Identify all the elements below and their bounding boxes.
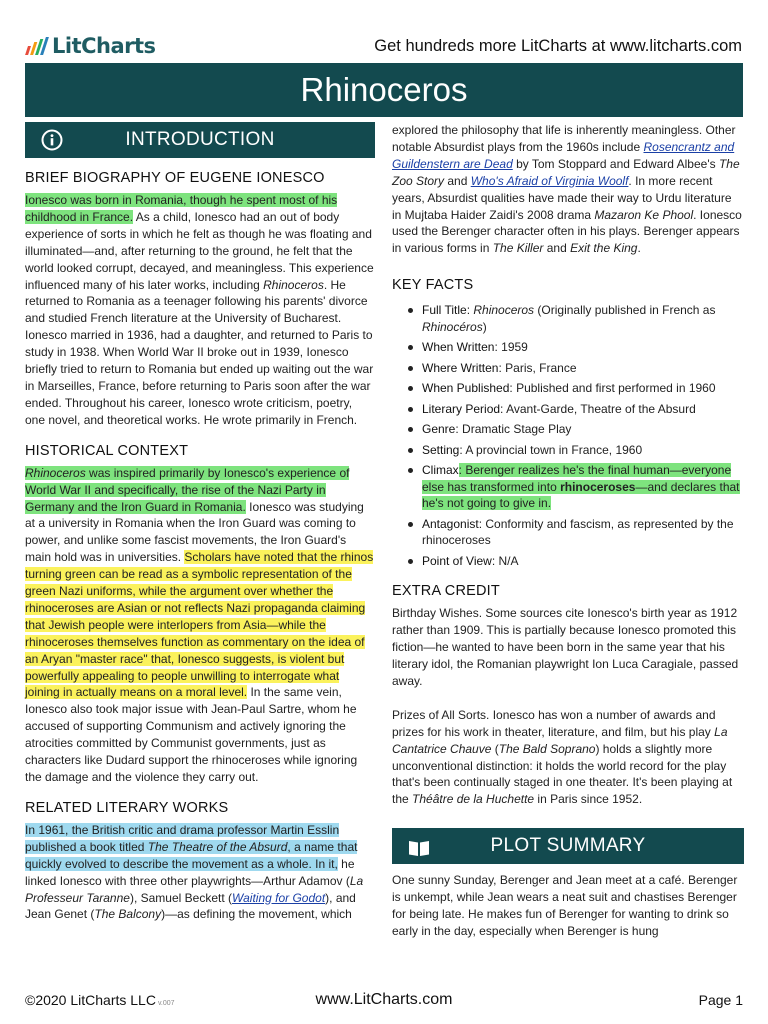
page-header: [0, 0, 768, 62]
link-virginia-woolf[interactable]: Who's Afraid of Virginia Woolf: [470, 173, 629, 188]
fact-when-published: When Published: Published and first performed in 1960: [392, 380, 744, 397]
link-waiting-for-godot[interactable]: Waiting for Godot: [232, 890, 326, 905]
introduction-section-bar: [25, 122, 375, 158]
historical-highlight-green[interactable]: Rhinoceros was inspired primarily by Ionesco's experience of World War II and specifically, the rise of the Nazi Party in Germany and the Iron Guard in Romania.: [25, 465, 350, 514]
fact-point-of-view: Point of View: N/A: [392, 553, 744, 570]
birthday-wishes-paragraph: Birthday Wishes. Some sources cite Ionesco's birth year as 1912 rather than 1909. This is partially because Ionesco promoted this fiction—he wanted to have been born in the same year that his literary idol, the Romanian playwright Ion Luca Caragiale, passed away.: [392, 606, 739, 688]
fact-genre: Genre: Dramatic Stage Play: [392, 421, 744, 438]
bio-heading: BRIEF BIOGRAPHY OF EUGENE IONESCO: [25, 170, 325, 186]
key-facts-heading: KEY FACTS: [392, 277, 474, 294]
historical-heading: HISTORICAL CONTEXT: [25, 442, 189, 459]
plot-summary-title: PLOT SUMMARY: [490, 835, 646, 857]
footer-site-link[interactable]: www.LitCharts.com: [315, 991, 453, 1008]
logo-text: LitCharts: [52, 34, 156, 58]
header-tagline[interactable]: Get hundreds more LitCharts at www.litcharts.com: [374, 37, 742, 55]
historical-highlight-yellow[interactable]: Scholars have noted that the rhinos turning green can be read as a symbolic representation of the green Nazi uniforms, while the argument over whether the rhinoceroses are Asian or not reflects Nazi propaganda claiming that Jewish people were interlopers from Asia—while the rhinoceroses themselves function as commentary on the idea of an Aryan "master race" that, Ionesco suggests, is violent but powerfully appealing to people unwilling to interrogate what joining in actually means on a moral level.: [25, 550, 374, 700]
footer-page-number: Page 1: [698, 992, 743, 1008]
extra-credit-heading: EXTRA CREDIT: [392, 583, 500, 600]
related-highlight-blue[interactable]: In 1961, the British critic and drama professor Martin Esslin published a book titled The Theatre of the Absurd, a name that quickly evolved to describe the movement as a whole. In it,: [25, 822, 358, 871]
fact-literary-period: Literary Period: Avant-Garde, Theatre of the Absurd: [392, 401, 744, 418]
page-title: Rhinoceros: [25, 63, 743, 117]
key-facts-list: [392, 302, 744, 569]
fact-climax: Climax: Berenger realizes he's the final human—everyone else has transformed into rhinoceroses—and declares that he's not going to give in.: [392, 462, 744, 512]
litcharts-logo[interactable]: [28, 34, 156, 58]
related-works-paragraph: In 1961, the British critic and drama professor Martin Esslin published a book titled The Theatre of the Absurd, a name that quickly evolved to describe the movement as a whole. In it, he linked Ionesco with three other playwrights—Arthur Adamov (La Professeur Taranne), Samuel Beckett (Waiting for Godot), and Jean Genet (The Balcony)—as defining the movement, which: [25, 822, 364, 922]
related-works-continued: explored the philosophy that life is inherently meaningless. Other notable Absurdist plays from the 1960s include Rosencrantz and Guildenstern are Dead by Tom Stoppard and Edward Albee's The Zoo Story and Who's Afraid of Virginia Woolf. In more recent years, Absurdist qualities have made their way to Urdu literature in Mujtaba Haider Zaidi's 2008 drama Mazaron Ke Phool. Ionesco used the Berenger character often in his plays. Berenger appears in various forms in The Killer and Exit the King.: [392, 123, 742, 256]
fact-full-title: Full Title: Rhinoceros (Originally published in French as Rhinocéros): [392, 302, 744, 335]
right-column: [392, 122, 744, 940]
book-icon: [408, 837, 430, 859]
fact-antagonist: Antagonist: Conformity and fascism, as represented by the rhinoceroses: [392, 516, 744, 549]
link-rosencrantz[interactable]: Rosencrantz and Guildenstern are Dead: [392, 139, 735, 171]
related-works-heading: RELATED LITERARY WORKS: [25, 799, 229, 816]
litcharts-logo-icon: [25, 37, 49, 55]
plot-summary-paragraph: One sunny Sunday, Berenger and Jean meet at a café. Berenger is unkempt, while Jean wears a neat suit and chastises Berenger for being late. He makes fun of Berenger for wanting to drink so early in the day, especially when Berenger is hung: [392, 873, 738, 938]
bio-highlight[interactable]: Ionesco was born in Romania, though he spent most of his childhood in France.: [25, 193, 338, 224]
plot-summary-section-bar: [392, 828, 744, 864]
left-column: [25, 122, 375, 923]
introduction-title: INTRODUCTION: [125, 129, 275, 150]
fact-where-written: Where Written: Paris, France: [392, 360, 744, 377]
fact-setting: Setting: A provincial town in France, 1960: [392, 442, 744, 459]
prizes-paragraph: Prizes of All Sorts. Ionesco has won a number of awards and prizes for his work in theater, literature, and film, but his play La Cantatrice Chauve (The Bald Soprano) holds a slightly more unconventional distinction: it holds the world record for the play that's been continually staged in one theater. It's been playing at the Théâtre de la Huchette in Paris since 1952.: [392, 707, 733, 807]
bio-paragraph: Ionesco was born in Romania, though he spent most of his childhood in France. As a child, Ionesco had an out of body experience of sorts in which he felt as though he was floating and illuminated—and, after returning to the ground, he felt that the world looked corrupt, decayed, and meaningless. This experience influenced many of his later works, including Rhinoceros. He returned to Romania as a teenager following his parents' divorce and studied French literature at the University of Bucharest. Ionesco married in 1936, had a daughter, and returned to Paris to study in 1938. When World War II broke out in 1939, Ionesco briefly tried to return to Romania but ended up waiting out the war in Marseilles, France, before returning to Paris soon after the war ended. Throughout his career, Ionesco wrote criticism, poetry, one novel, and theoretical works. He wrote primarily in French.: [25, 193, 374, 427]
fact-when-written: When Written: 1959: [392, 339, 744, 356]
footer-copyright: ©2020 LitCharts LLC v.007: [25, 992, 175, 1008]
page-footer: [0, 988, 768, 1018]
info-icon: [41, 129, 63, 151]
historical-paragraph: Rhinoceros was inspired primarily by Ionesco's experience of World War II and specifically, the rise of the Nazi Party in Germany and the Iron Guard in Romania. Ionesco was studying at a university in Romania when the Iron Guard was coming to power, and unlike some fascist movements, the Iron Guard's main hold was in universities. Scholars have noted that the rhinos turning green can be read as a symbolic representation of the green Nazi uniforms, while the argument over whether the rhinoceroses are Asian or not reflects Nazi propaganda claiming that Jewish people were interlopers from Asia—while the rhinoceroses themselves function as commentary on the idea of an Aryan "master race" that, Ionesco suggests, is violent but powerfully appealing to people unwilling to interrogate what joining in actually means on a moral level. In the same vein, Ionesco also took major issue with Jean-Paul Sartre, whom he accused of supporting Communism and actively ignoring the atrocities committed by Communist governments, just as characters like Dudard support the rhinoceroses while ignoring the damage and the violence they carry out.: [25, 465, 374, 784]
climax-highlight[interactable]: : Berenger realizes he's the final human—everyone else has transformed into rhinoceroses—and declares that he's not going to give in.: [422, 463, 740, 511]
